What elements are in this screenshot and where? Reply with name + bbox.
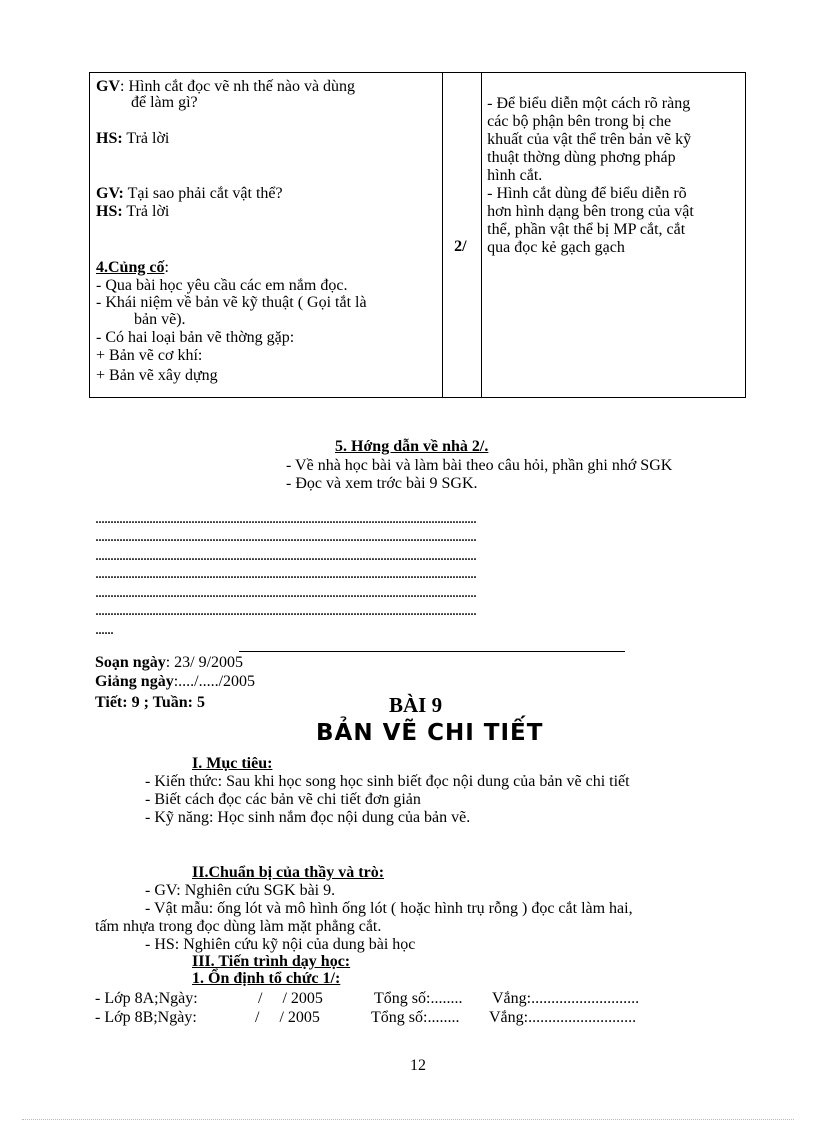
consolidation-line: bản vẽ). <box>134 311 186 328</box>
separator-line <box>239 651 625 652</box>
giang-ngay: Giảng ngày:..../...../2005 <box>95 673 256 690</box>
content-line: các bộ phận bên trong bị che <box>487 113 672 130</box>
dotted-line: ...... <box>95 621 113 638</box>
objective-line: - Kiến thức: Sau khi học song học sinh biết đọc nội dung của bản vẽ chi tiết <box>145 773 630 790</box>
content-line: hình cắt. <box>487 167 543 184</box>
soan-ngay: Soạn ngày: 23/ 9/2005 <box>95 654 244 671</box>
objective-line: - Kỹ năng: Học sinh nắm đọc nội dung của bản vẽ. <box>145 809 471 826</box>
total-field: Tổng số:........ <box>374 990 463 1007</box>
class-label: - Lớp 8B;Ngày: <box>95 1009 197 1026</box>
dotted-line: ............................................................................................................................... <box>95 528 476 545</box>
lesson-title: BẢN VẼ CHI TIẾT <box>316 720 544 746</box>
tiet-tuan: Tiết: 9 ; Tuần: 5 <box>95 694 205 711</box>
class-label: - Lớp 8A;Ngày: <box>95 990 198 1007</box>
dotted-line: ............................................................................................................................... <box>95 547 476 564</box>
content-line: hơn hình dạng bên trong của vật <box>487 203 694 220</box>
gv-question-1-cont: để làm gì? <box>131 94 198 111</box>
date-field: / / 2005 <box>255 1009 320 1026</box>
content-line: - Để biểu diễn một cách rõ ràng <box>487 95 691 112</box>
teacher-student-column <box>90 73 443 398</box>
objective-line: - Biết cách đọc các bản vẽ chi tiết đơn giản <box>145 791 421 808</box>
consolidation-line: + Bản vẽ cơ khí: <box>96 347 203 364</box>
gv-question-1: GV: Hình cắt đọc vẽ nh thế nào và dùng <box>96 78 356 95</box>
preparation-line: tấm nhựa trong đọc dùng làm mặt phẳng cắt. <box>95 918 382 935</box>
lesson-activity-table <box>89 72 746 398</box>
content-line: thể, phần vật thể bị MP cắt, cắt <box>487 221 686 238</box>
consolidation-line: - Có hai loại bản vẽ thờng gặp: <box>96 329 295 346</box>
consolidation-line: + Bản vẽ xây dựng <box>96 367 218 384</box>
objectives-title: I. Mục tiêu: <box>192 755 273 772</box>
preparation-title: II.Chuẩn bị của thầy và trò: <box>192 864 385 881</box>
absent-field: Vắng:........................... <box>489 1009 637 1026</box>
content-column <box>482 73 746 398</box>
time-column <box>443 73 482 398</box>
dotted-line: ............................................................................................................................... <box>95 602 476 619</box>
preparation-line: - GV: Nghiên cứu SGK bài 9. <box>145 882 336 899</box>
date-field: / / 2005 <box>258 990 323 1007</box>
process-title: III. Tiến trình dạy học: <box>192 953 351 970</box>
lesson-number: BÀI 9 <box>389 693 443 717</box>
homework-line: - Về nhà học bài và làm bài theo câu hỏi, phần ghi nhớ SGK <box>286 457 673 474</box>
dotted-line: ............................................................................................................................... <box>95 584 476 601</box>
content-line: - Hình cắt dùng để biểu diễn rõ <box>487 185 687 202</box>
absent-field: Vắng:........................... <box>492 990 640 1007</box>
dotted-line: ............................................................................................................................... <box>95 510 476 527</box>
process-subtitle: 1. Ổn định tổ chức 1/: <box>192 970 341 987</box>
consolidation-line: - Khái niệm về bản vẽ kỹ thuật ( Gọi tắt là <box>96 294 367 311</box>
page-bottom-border <box>22 1119 794 1120</box>
homework-line: - Đọc và xem trớc bài 9 SGK. <box>286 475 478 492</box>
content-line: thuật thờng dùng phơng pháp <box>487 149 676 166</box>
gv-question-2: GV: Tại sao phải cắt vật thể? <box>96 185 283 202</box>
consolidation-line: - Qua bài học yêu cầu các em nắm đọc. <box>96 277 348 294</box>
preparation-line: - HS: Nghiên cứu kỹ nội của dung bài học <box>145 936 416 953</box>
hs-answer-1: HS: Trả lời <box>96 130 170 147</box>
hs-answer-2: HS: Trả lời <box>96 203 170 220</box>
content-line: qua đọc kẻ gạch gạch <box>487 239 625 256</box>
homework-title: 5. Hớng dẫn về nhà 2/. <box>335 438 489 455</box>
content-line: khuất của vật thể trên bản vẽ kỹ <box>487 131 692 148</box>
time-value: 2/ <box>454 238 467 255</box>
page-number: 12 <box>410 1057 426 1074</box>
preparation-line: - Vật mẫu: ống lót và mô hình ống lót ( hoặc hình trụ rỗng ) đọc cắt làm hai, <box>145 900 633 917</box>
dotted-line: ............................................................................................................................... <box>95 565 476 582</box>
consolidation-title: 4.Củng cố: <box>96 259 169 276</box>
total-field: Tổng số:........ <box>371 1009 460 1026</box>
